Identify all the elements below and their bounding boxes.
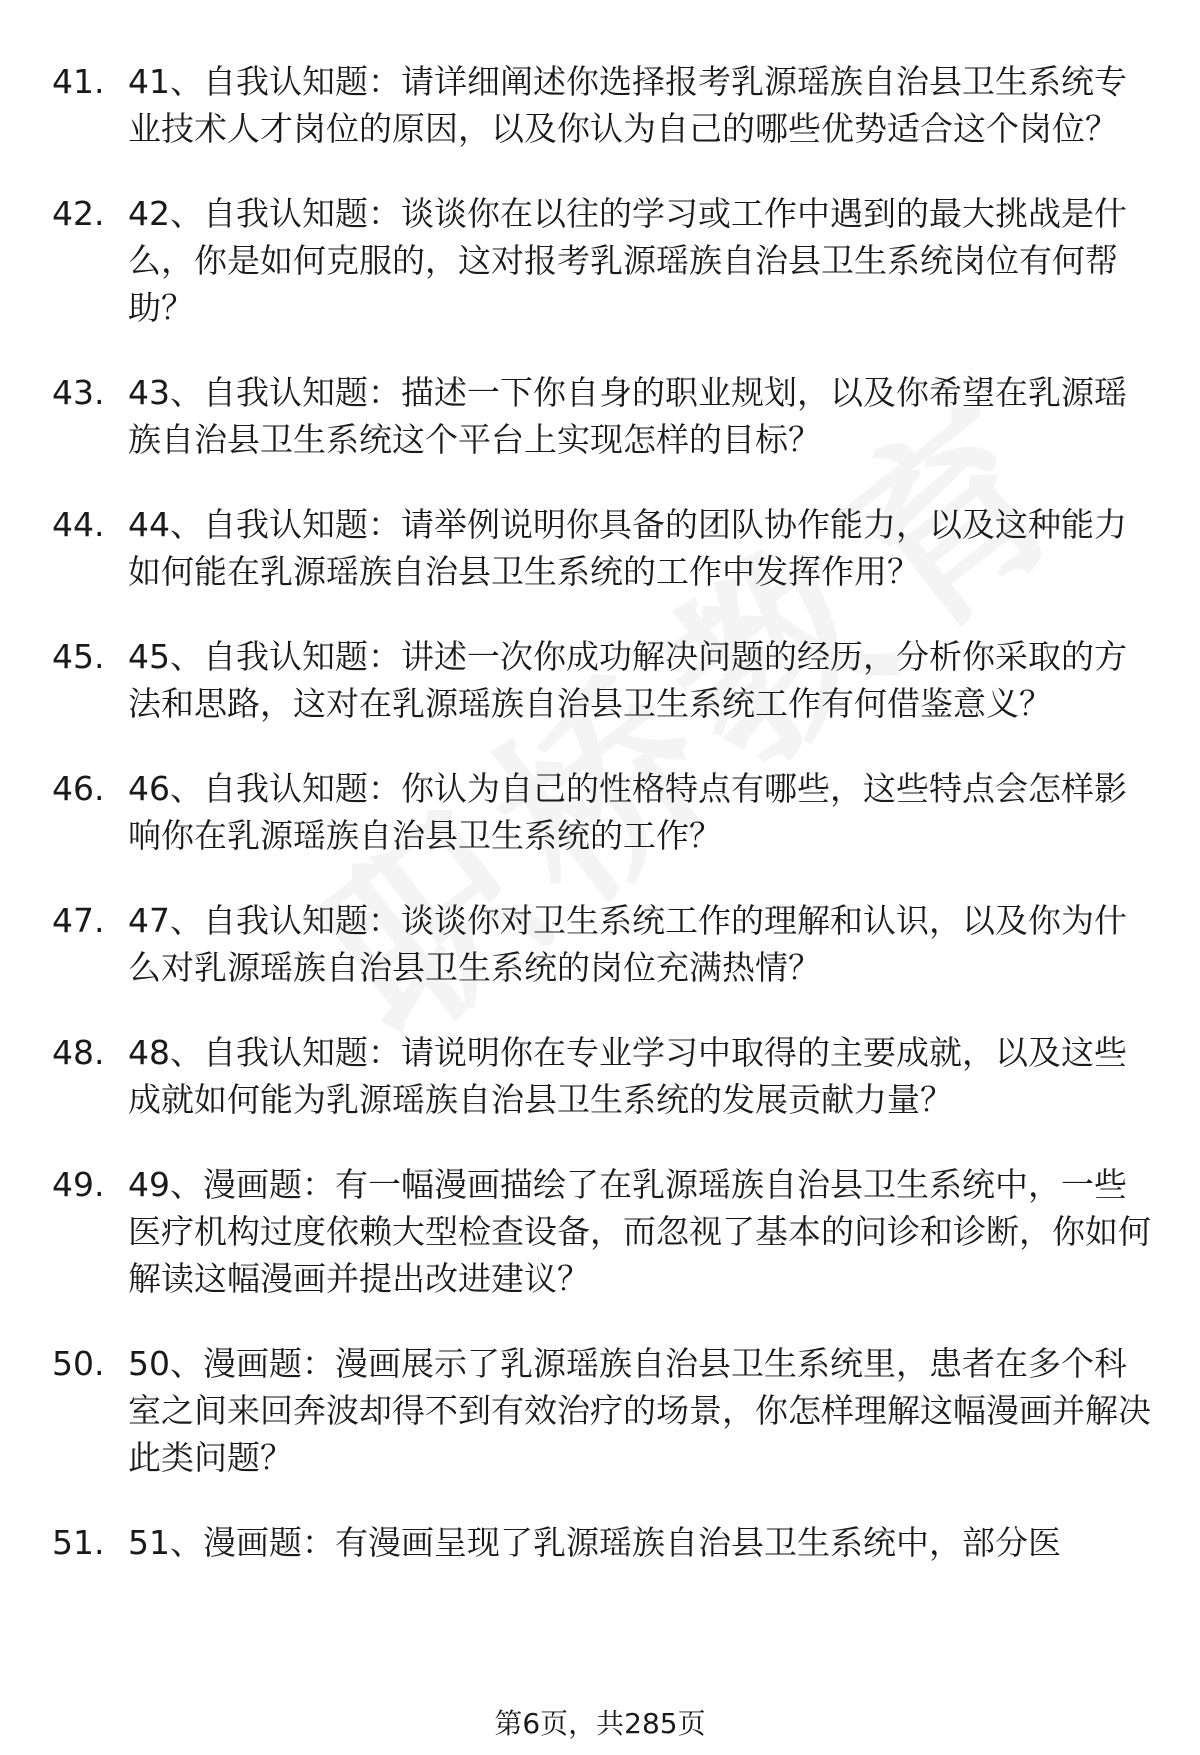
question-item <box>52 1519 1152 1566</box>
question-number: 48. <box>52 1033 105 1072</box>
question-number: 44. <box>52 505 105 544</box>
page-footer: 第6页，共285页 <box>494 1707 706 1740</box>
question-item <box>52 633 1152 727</box>
question-text: 47、自我认知题：谈谈你对卫生系统工作的理解和认识，以及你为什么对乳源瑶族自治县卫生系统的岗位充满热情？ <box>128 901 1127 987</box>
question-item <box>52 58 1152 152</box>
question-number: 42. <box>52 194 105 233</box>
question-item <box>52 765 1152 859</box>
question-number: 51. <box>52 1523 105 1562</box>
question-text: 48、自我认知题：请说明你在专业学习中取得的主要成就，以及这些成就如何能为乳源瑶族自治县卫生系统的发展贡献力量？ <box>128 1033 1127 1119</box>
question-number: 46. <box>52 769 105 808</box>
question-list <box>52 58 1152 1604</box>
question-text: 51、漫画题：有漫画呈现了乳源瑶族自治县卫生系统中，部分医 <box>128 1523 1061 1562</box>
question-text: 50、漫画题：漫画展示了乳源瑶族自治县卫生系统里，患者在多个科室之间来回奔波却得不到有效治疗的场景，你怎样理解这幅漫画并解决此类问题？ <box>128 1344 1151 1477</box>
question-number: 50. <box>52 1344 105 1383</box>
question-text: 46、自我认知题：你认为自己的性格特点有哪些，这些特点会怎样影响你在乳源瑶族自治县卫生系统的工作？ <box>128 769 1127 855</box>
question-item <box>52 897 1152 991</box>
question-item <box>52 1161 1152 1302</box>
question-text: 41、自我认知题：请详细阐述你选择报考乳源瑶族自治县卫生系统专业技术人才岗位的原因，以及你认为自己的哪些优势适合这个岗位？ <box>128 62 1127 148</box>
question-number: 41. <box>52 62 105 101</box>
question-number: 45. <box>52 637 105 676</box>
question-text: 43、自我认知题：描述一下你自身的职业规划，以及你希望在乳源瑶族自治县卫生系统这个平台上实现怎样的目标？ <box>128 373 1127 459</box>
question-text: 44、自我认知题：请举例说明你具备的团队协作能力，以及这种能力如何能在乳源瑶族自治县卫生系统的工作中发挥作用？ <box>128 505 1127 591</box>
question-text: 42、自我认知题：谈谈你在以往的学习或工作中遇到的最大挑战是什么，你是如何克服的，这对报考乳源瑶族自治县卫生系统岗位有何帮助？ <box>128 194 1127 327</box>
question-item <box>52 369 1152 463</box>
question-item <box>52 1340 1152 1481</box>
question-number: 47. <box>52 901 105 940</box>
question-item <box>52 1029 1152 1123</box>
question-number: 49. <box>52 1165 105 1204</box>
question-text: 49、漫画题：有一幅漫画描绘了在乳源瑶族自治县卫生系统中，一些医疗机构过度依赖大型检查设备，而忽视了基本的问诊和诊断，你如何解读这幅漫画并提出改进建议？ <box>128 1165 1151 1298</box>
question-item <box>52 190 1152 331</box>
question-text: 45、自我认知题：讲述一次你成功解决问题的经历，分析你采取的方法和思路，这对在乳源瑶族自治县卫生系统工作有何借鉴意义？ <box>128 637 1127 723</box>
question-number: 43. <box>52 373 105 412</box>
question-item <box>52 501 1152 595</box>
